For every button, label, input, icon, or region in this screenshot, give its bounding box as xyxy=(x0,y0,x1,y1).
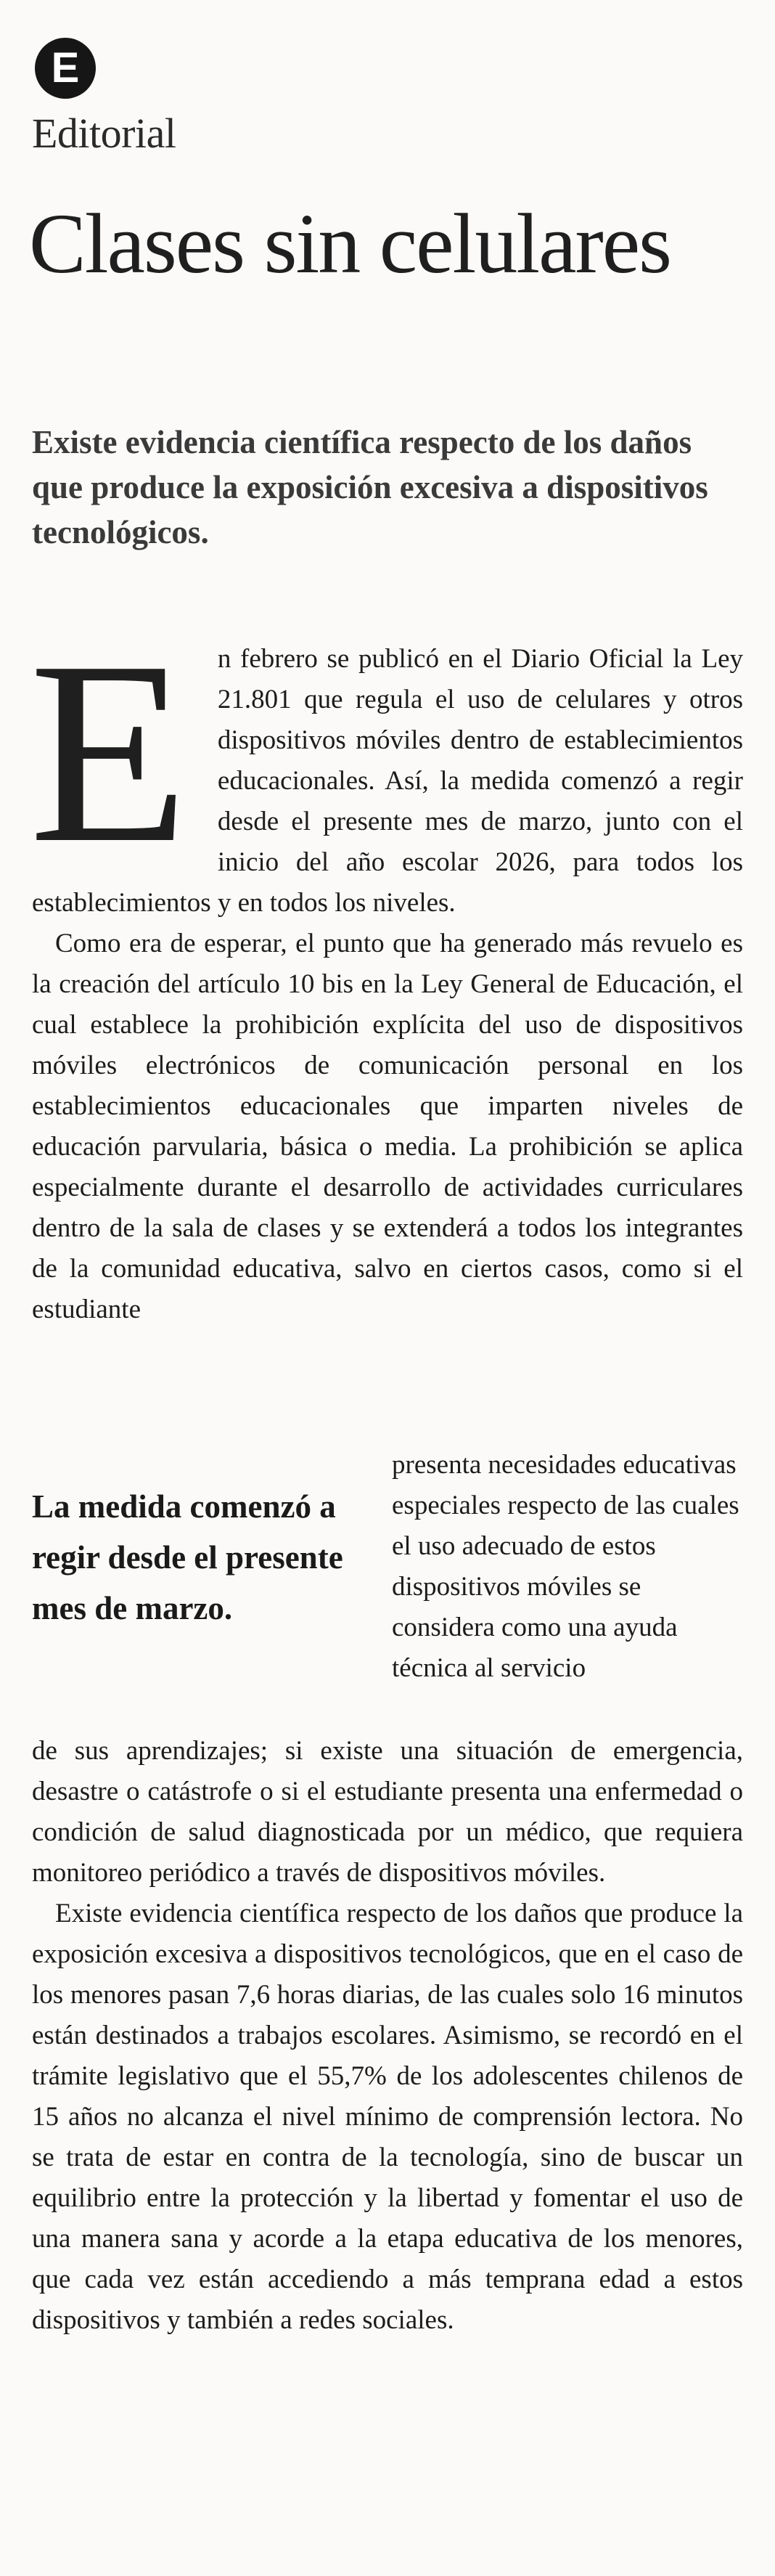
drop-cap: E xyxy=(29,607,189,897)
paragraph-3: Existe evidencia científica respecto de los daños que produce la exposición excesiva a dispositivos tecnológicos, que en el caso de los menores pasan 7,6 horas diarias, de las cuales solo 16 minutos están destinados a trabajos escolares. Asimismo, se recordó en el trámite legislativo que el 55,7% de los adolescentes chilenos de 15 años no alcanza el nivel mínimo de comprensión lectora. No se trata de estar en contra de la tecnología, sino de buscar un equilibrio entre la protección y la libertad y fomentar el uso de una manera sana y acorde a la etapa educativa de los menores, que cada vez están accediendo a más temprana edad a estos dispositivos y también a redes sociales. xyxy=(32,1899,743,2335)
article-title: Clases sin celulares xyxy=(29,196,671,291)
paragraph-2-continued: presenta necesidades educativas especiales respecto de las cuales el uso adecuado de estos dispositivos móviles se considera como una ayuda técnica al servicio xyxy=(392,1450,739,1683)
paragraph-1: n febrero se publicó en el Diario Oficial la Ley 21.801 que regula el uso de celulares y otros dispositivos móviles dentro de establecimientos educacionales. Así, la medida comenzó a regir desde el presente mes de marzo, junto con el inicio del año escolar 2026, para todos los establecimientos y en todos los niveles. xyxy=(32,644,743,918)
article-body-bottom xyxy=(32,1731,743,2341)
badge-letter: E xyxy=(51,44,80,91)
article-deck: Existe evidencia científica respecto de los daños que produce la exposición excesiva a dispositivos tecnológicos. xyxy=(32,424,708,550)
paragraph-2-end: de sus aprendizajes; si existe una situación de emergencia, desastre o catástrofe o si el estudiante presenta una enfermedad o condición de salud diagnosticada por un médico, que requiera monitoreo periódico a través de dispositivos móviles. xyxy=(32,1736,743,1888)
pull-quote: La medida comenzó a regir desde el presente mes de marzo. xyxy=(32,1488,343,1626)
section-badge-icon xyxy=(35,38,96,99)
article-body-top xyxy=(29,607,743,1330)
paragraph-2: Como era de esperar, el punto que ha generado más revuelo es la creación del artículo 10 bis en la Ley General de Educación, el cual establece la prohibición explícita del uso de dispositivos móviles electrónicos de comunicación personal en los establecimientos educacionales que imparten niveles de educación parvularia, básica o media. La prohibición se aplica especialmente durante el desarrollo de actividades curriculares dentro de la sala de clases y se extenderá a todos los integrantes de la comunidad educativa, salvo en ciertos casos, como si el estudiante xyxy=(32,929,743,1324)
section-label: Editorial xyxy=(32,110,176,157)
